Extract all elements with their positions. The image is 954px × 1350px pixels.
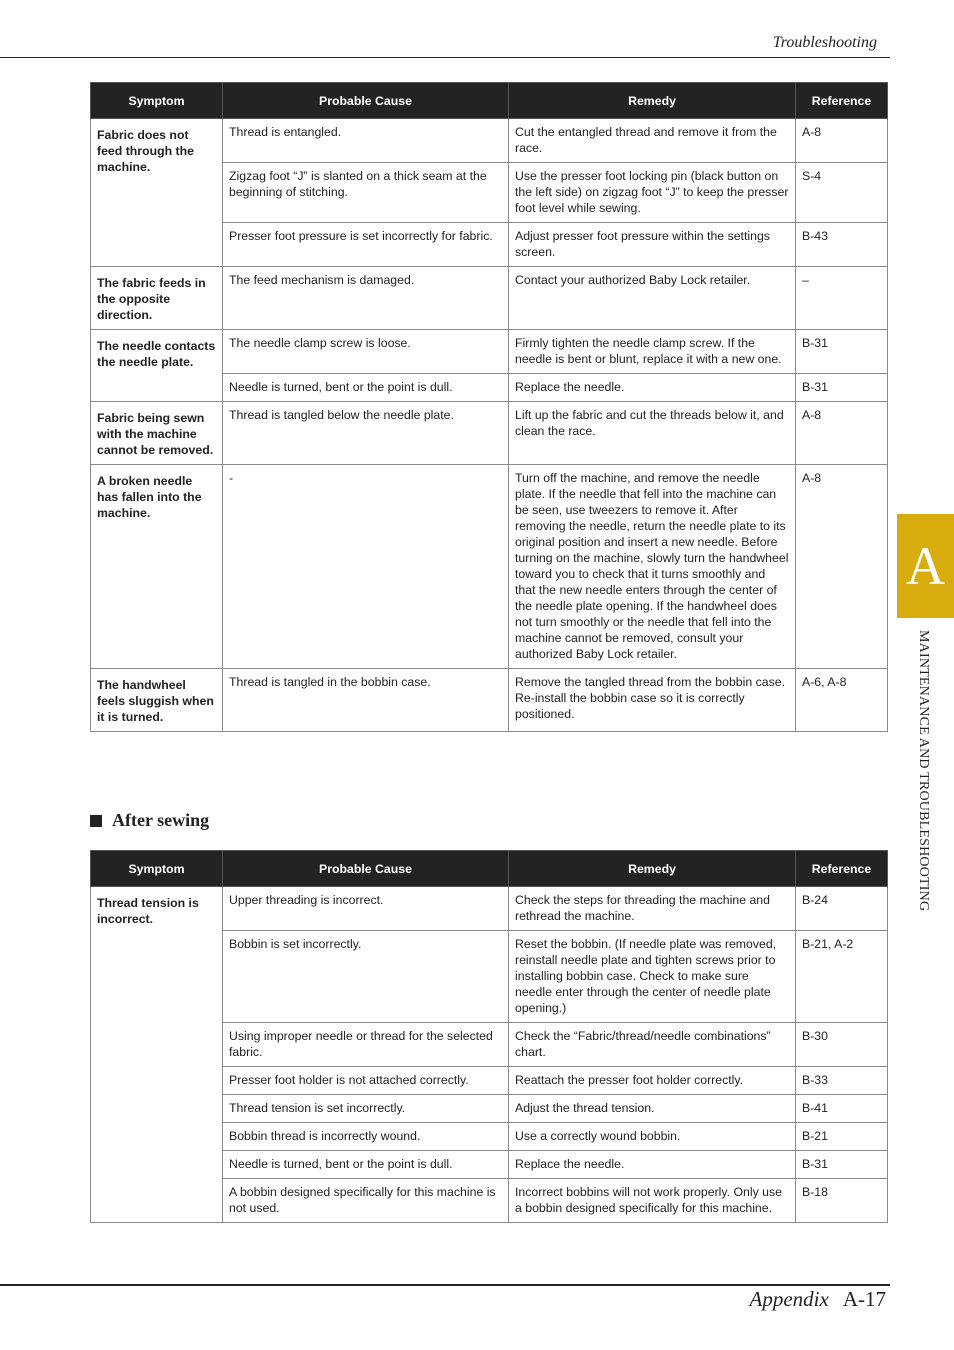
- troubleshooting-table-1: [90, 82, 888, 732]
- table-row: [91, 119, 888, 163]
- header-symptom: Symptom: [91, 83, 223, 119]
- cause-cell: Using improper needle or thread for the selected fabric.: [223, 1023, 509, 1067]
- reference-cell: S-4: [796, 163, 888, 223]
- reference-cell: B-31: [796, 374, 888, 402]
- symptom-cell: The needle contacts the needle plate.: [91, 330, 223, 402]
- bottom-rule: [0, 1284, 890, 1286]
- reference-cell: A-8: [796, 402, 888, 465]
- remedy-cell: Use the presser foot locking pin (black button on the left side) on zigzag foot “J” to keep the presser foot level while sewing.: [509, 163, 796, 223]
- page-number: A-17: [842, 1287, 886, 1311]
- remedy-cell: Turn off the machine, and remove the needle plate. If the needle that fell into the machine can be seen, use tweezers to remove it. After removing the needle, return the needle plate to its original position and insert a new needle. Before turning on the machine, slowly turn the handwheel toward you to check that it turns smoothly and that the new needle enters through the center of the needle plate opening. If the handwheel does not turn smoothly or the needle that fell into the machine cannot be removed, consult your authorized Baby Lock retailer.: [509, 465, 796, 669]
- symptom-cell: The fabric feeds in the opposite direction.: [91, 267, 223, 330]
- reference-cell: A-8: [796, 465, 888, 669]
- cause-cell: Presser foot pressure is set incorrectly for fabric.: [223, 223, 509, 267]
- reference-cell: B-31: [796, 330, 888, 374]
- cause-cell: A bobbin designed specifically for this machine is not used.: [223, 1179, 509, 1223]
- remedy-cell: Firmly tighten the needle clamp screw. If the needle is bent or blunt, replace it with a new one.: [509, 330, 796, 374]
- cause-cell: Thread is entangled.: [223, 119, 509, 163]
- remedy-cell: Contact your authorized Baby Lock retailer.: [509, 267, 796, 330]
- header-symptom: Symptom: [91, 851, 223, 887]
- reference-cell: A-6, A-8: [796, 669, 888, 732]
- cause-cell: Needle is turned, bent or the point is dull.: [223, 1151, 509, 1179]
- remedy-cell: Remove the tangled thread from the bobbin case. Re-install the bobbin case so it is correctly positioned.: [509, 669, 796, 732]
- cause-cell: The feed mechanism is damaged.: [223, 267, 509, 330]
- cause-cell: Bobbin is set incorrectly.: [223, 931, 509, 1023]
- reference-cell: B-21, A-2: [796, 931, 888, 1023]
- remedy-cell: Lift up the fabric and cut the threads below it, and clean the race.: [509, 402, 796, 465]
- symptom-cell: Fabric does not feed through the machine.: [91, 119, 223, 267]
- cause-cell: Thread tension is set incorrectly.: [223, 1095, 509, 1123]
- cause-cell: Needle is turned, bent or the point is dull.: [223, 374, 509, 402]
- header-remedy: Remedy: [509, 851, 796, 887]
- reference-cell: –: [796, 267, 888, 330]
- remedy-cell: Check the steps for threading the machine and rethread the machine.: [509, 887, 796, 931]
- footer-section: Appendix: [749, 1287, 829, 1311]
- symptom-cell: The handwheel feels sluggish when it is turned.: [91, 669, 223, 732]
- symptom-cell: Thread tension is incorrect.: [91, 887, 223, 1223]
- cause-cell: Thread is tangled in the bobbin case.: [223, 669, 509, 732]
- cause-cell: Upper threading is incorrect.: [223, 887, 509, 931]
- cause-cell: Thread is tangled below the needle plate.: [223, 402, 509, 465]
- header-remedy: Remedy: [509, 83, 796, 119]
- reference-cell: B-43: [796, 223, 888, 267]
- reference-cell: B-24: [796, 887, 888, 931]
- reference-cell: B-30: [796, 1023, 888, 1067]
- remedy-cell: Use a correctly wound bobbin.: [509, 1123, 796, 1151]
- remedy-cell: Replace the needle.: [509, 374, 796, 402]
- reference-cell: B-18: [796, 1179, 888, 1223]
- remedy-cell: Reattach the presser foot holder correctly.: [509, 1067, 796, 1095]
- table-row: [91, 330, 888, 374]
- table-row: [91, 669, 888, 732]
- remedy-cell: Check the “Fabric/thread/needle combinations” chart.: [509, 1023, 796, 1067]
- reference-cell: B-21: [796, 1123, 888, 1151]
- section-heading-text: After sewing: [112, 810, 210, 830]
- reference-cell: B-31: [796, 1151, 888, 1179]
- header-probable-cause: Probable Cause: [223, 83, 509, 119]
- table-row: [91, 267, 888, 330]
- square-bullet-icon: [90, 815, 102, 827]
- symptom-cell: Fabric being sewn with the machine cannot be removed.: [91, 402, 223, 465]
- remedy-cell: Cut the entangled thread and remove it from the race.: [509, 119, 796, 163]
- cause-cell: Bobbin thread is incorrectly wound.: [223, 1123, 509, 1151]
- table-header-row: [91, 83, 888, 119]
- header-reference: Reference: [796, 851, 888, 887]
- table-header-row: [91, 851, 888, 887]
- header-probable-cause: Probable Cause: [223, 851, 509, 887]
- running-head: Troubleshooting: [772, 34, 877, 51]
- troubleshooting-table-2: [90, 850, 888, 1223]
- reference-cell: B-33: [796, 1067, 888, 1095]
- cause-cell: -: [223, 465, 509, 669]
- table-row: [91, 465, 888, 669]
- symptom-cell: A broken needle has fallen into the machine.: [91, 465, 223, 669]
- cause-cell: Presser foot holder is not attached correctly.: [223, 1067, 509, 1095]
- top-rule: [0, 57, 890, 58]
- chapter-tab-label: MAINTENANCE AND TROUBLESHOOTING: [916, 630, 931, 912]
- remedy-cell: Adjust the thread tension.: [509, 1095, 796, 1123]
- table-row: [91, 402, 888, 465]
- remedy-cell: Reset the bobbin. (If needle plate was removed, reinstall needle plate and tighten screws prior to installing bobbin case. Check to make sure needle enter through the center of needle plate opening.): [509, 931, 796, 1023]
- cause-cell: The needle clamp screw is loose.: [223, 330, 509, 374]
- section-heading-after-sewing: [90, 810, 209, 831]
- remedy-cell: Incorrect bobbins will not work properly. Only use a bobbin designed specifically for this machine.: [509, 1179, 796, 1223]
- reference-cell: A-8: [796, 119, 888, 163]
- remedy-cell: Replace the needle.: [509, 1151, 796, 1179]
- header-reference: Reference: [796, 83, 888, 119]
- chapter-tab: A: [897, 514, 954, 618]
- page-footer: [750, 1287, 886, 1312]
- table-row: [91, 887, 888, 931]
- reference-cell: B-41: [796, 1095, 888, 1123]
- remedy-cell: Adjust presser foot pressure within the settings screen.: [509, 223, 796, 267]
- cause-cell: Zigzag foot “J” is slanted on a thick seam at the beginning of stitching.: [223, 163, 509, 223]
